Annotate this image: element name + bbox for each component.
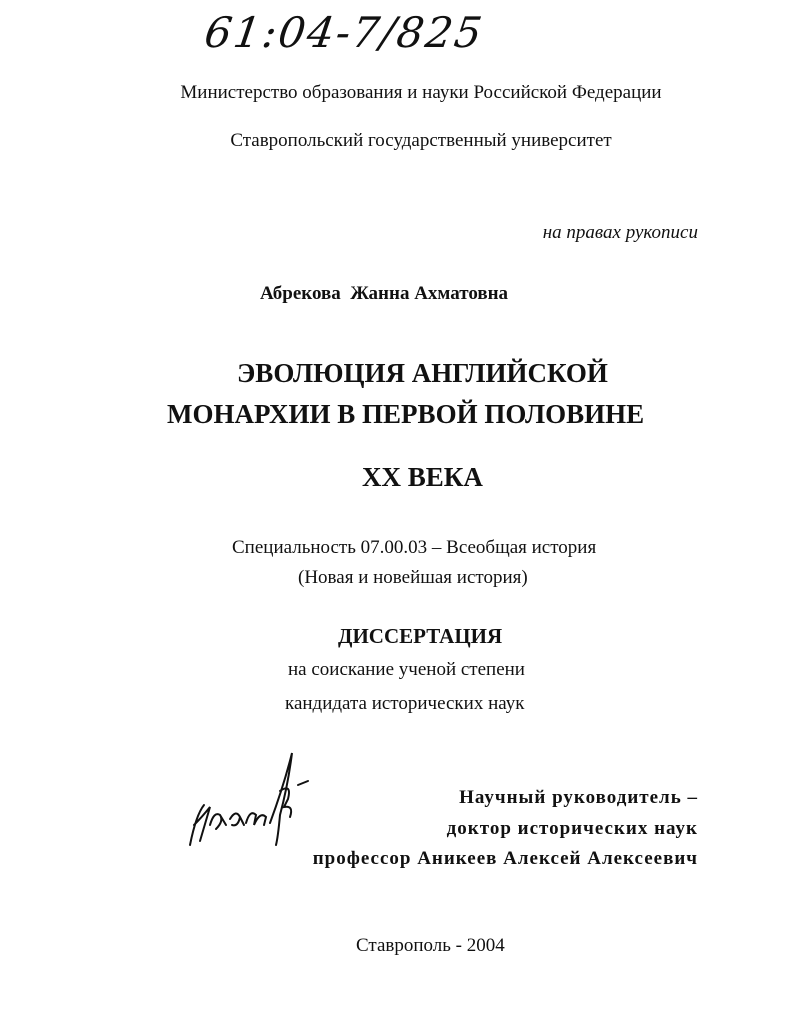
manuscript-note: на правах рукописи	[542, 222, 698, 243]
supervisor-name: профессор Аникеев Алексей Алексеевич	[312, 848, 698, 869]
document-type-heading: ДИССЕРТАЦИЯ	[338, 624, 503, 648]
author-signature	[180, 745, 320, 855]
handwritten-archive-number: 61:04-7/825	[201, 8, 487, 57]
supervisor-degree: доктор исторических наук	[446, 818, 698, 839]
author-name: Абрекова Жанна Ахматовна	[260, 283, 509, 304]
specialty-subfield: (Новая и новейшая история)	[298, 567, 528, 588]
supervisor-label: Научный руководитель –	[459, 787, 698, 808]
title-line-2: МОНАРХИИ В ПЕРВОЙ ПОЛОВИНЕ	[167, 399, 645, 429]
title-line-3: XX ВЕКА	[362, 462, 483, 492]
specialty: Специальность 07.00.03 – Всеобщая история	[232, 537, 597, 558]
degree-line-2: кандидата исторических наук	[285, 693, 525, 714]
university-name: Ставропольский государственный университет	[230, 130, 612, 151]
title-line-1: ЭВОЛЮЦИЯ АНГЛИЙСКОЙ	[237, 358, 608, 388]
degree-line-1: на соискание ученой степени	[288, 659, 525, 680]
place-and-year: Ставрополь - 2004	[356, 935, 505, 956]
ministry-name: Министерство образования и науки Российской Федерации	[180, 82, 662, 103]
